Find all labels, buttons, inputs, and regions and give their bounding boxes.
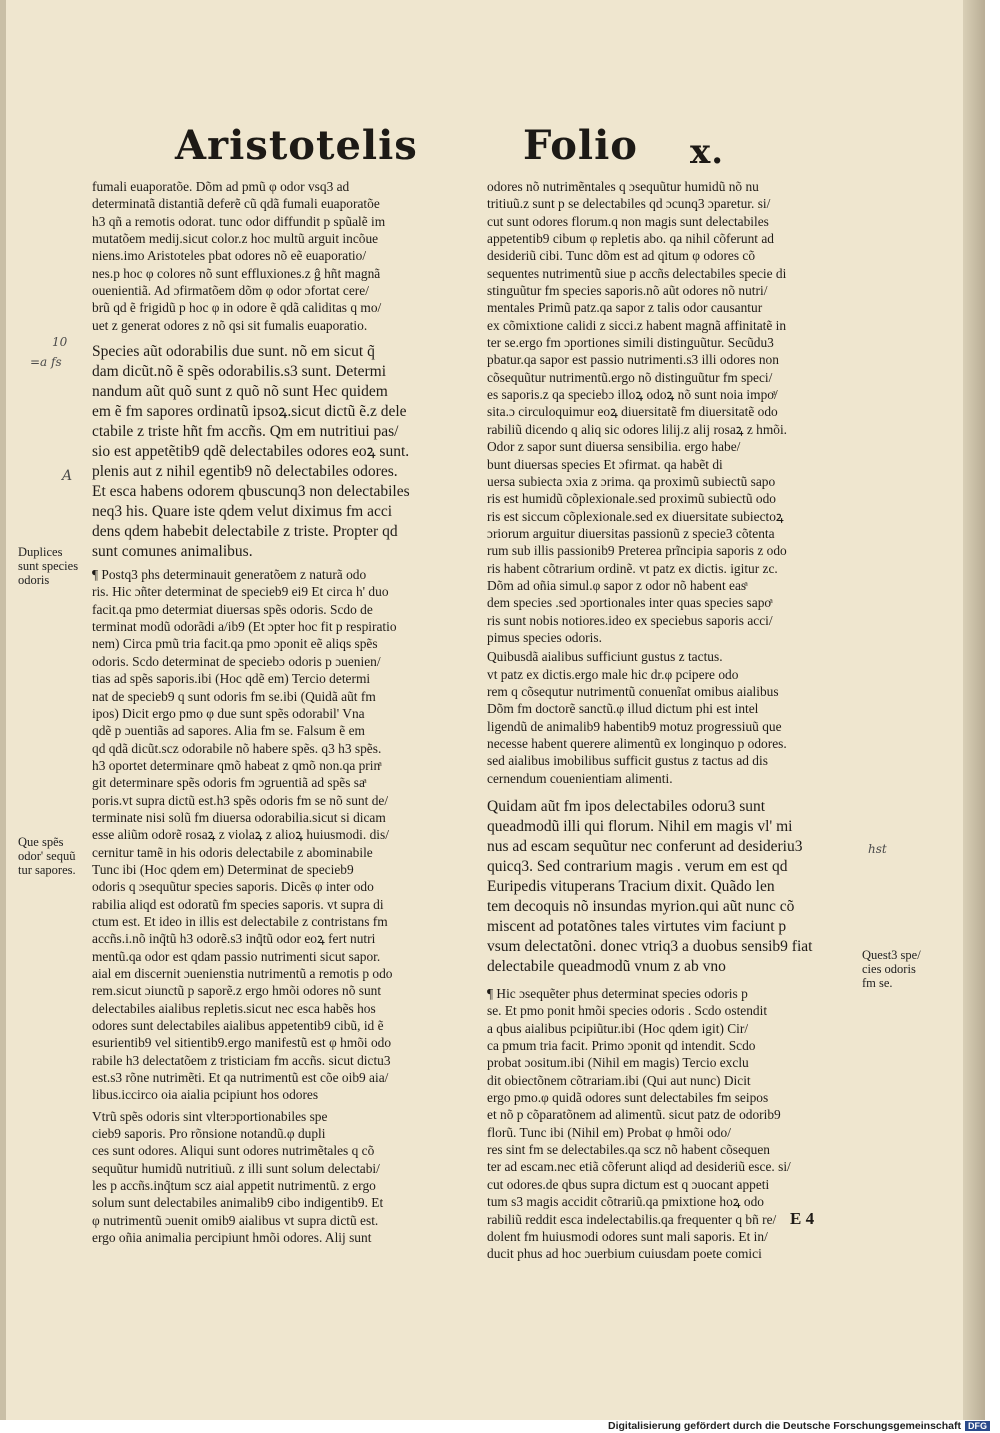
commentary-paragraph: ¶ Hic ɔsequẽter phus determinat species odoris p se. Et pmo ponit hmõi species odoris . Scdo ostendit a qbus aialibus pcipiũtur.ibi (Hoc qdem igit) Cir/ ca pmum tria facit. Primo ɔponit qd intendit. Scdo probat ɔositum.ibi (Nihil em magis) Tercio exclu dit obiectõnem cõtrariam.ibi (Qui aut nunc) Dicit ergo pmo.φ quidã odores sunt delectabiles fm seipos et nõ p cõparatõnem ad alimentũ. sicut patz de odorib9 florũ. Tunc ibi (Nihil em) Probat φ hmõi odo/ res sint fm se delectabiles.qa scz nõ habent cõsequen ter ad escam.nec etiã cõferunt aliqd ad desideriũ esce. si/ cut odores.de qbus supra dictum est q ɔuocant appeti tum s3 magis accidit cõtrariũ.qa pmixtione hoꝝ odo rabiliũ reddit esca indelectabilis.qa frequenter q bñ re/ dolent fm huiusmodi odores sunt mali saporis. Et in/ ducit phus ad hoc ɔuerbium cuiusdam poete comici	[487, 986, 791, 1262]
commentary-paragraph: ¶ Postq3 phs determinauit generatõem z naturã odo ris. Hic ɔñter determinat de specieb9 ei9 Et circa h' duo facit.qa pmo determiat diuersas spẽs odoris. Scdo de terminat modũ odorãdi a/ib9 (Et ɔpter hoc fit p respiratio nem) Circa pmũ tria facit.qa pmo ɔponit eẽ aliqs spẽs odoris. Scdo determinat de speciebɔ odoris p ɔuenien/ tias ad spẽs saporis.ibi (Hoc qdẽ em) Tercio determi nat de specieb9 q sunt odoris fm se.ibi (Quidã aũt fm ipos) Dicit ergo pmo φ due sunt spẽs odorabil' Vna qdẽ p ɔuentiãs ad sapores. Alia fm se. Falsum ẽ em qd qdã dicũt.scz odorabile nõ habere spẽs. q3 h3 spẽs. h3 oportet determinare qmõ habeat z qmõ non.qa prinͣ git determinare spẽs odoris fm ɔgruentiã ad spẽs saͣ poris.vt supra dictũ est.h3 spẽs odoris fm se nõ sunt de/ terminate nisi solũ fm diuersa odorabilia.sicut si dicam esse aliũm odorẽ rosaꝝ z violaꝝ z alioꝝ huiusmodi. dis/ cernitur tamẽ in his odoris delectabile z abominabile	[92, 567, 397, 860]
margin-note: Quest3 spe/ cies odoris fm se.	[862, 948, 921, 990]
aristotle-text: Species aũt odorabilis due sunt. nõ em sicut q̃ dam dicũt.nõ ẽ spẽs odorabilis.s3 sunt. Determi nandum aũt quõ sunt z quõ nõ sunt Hec quidem em ẽ fm sapores ordinatũ ipsoꝝ.sicut dictũ ẽ.z dele ctabile z triste hñt fm accñs. Qm em nutritiui pas/ sio est appetẽtib9 qdẽ delectabiles odores eoꝝ sunt. plenis aut z nihil egentib9 nõ delectabiles odores. Et esca habens odorem qbuscunq3 non delectabiles neq3 his. Quare iste qdem velut diximus fm acci dens qdem habebit delectabile z triste. Propter qd sunt comunes animalibus.	[92, 343, 410, 561]
question-paragraph: Vtrũ spẽs odoris sint vlterɔportionabiles spe cieb9 saporis. Pro rõnsione notandũ.φ dupli ces sunt odores. Aliqui sunt odores nutrimẽtales q cõ sequũtur humidũ nutritiuũ. z illi sunt solum delectabi/ les p accñs.inq̃tum scz aial appetit nutrimentũ. z ergo solum sunt delectabiles animalib9 cibo indigentib9. Et φ nutrimentũ ɔuenit omib9 aialibus vt supra dictũ est. ergo oñia animalia percipiunt hmõi odores. Alij sunt	[92, 1108, 384, 1246]
commentary-paragraph: Tunc ibi (Hoc qdem em) Determinat de specieb9 odoris q ɔsequũtur species saporis. Dicẽs φ inter odo rabilia aliqd est odoratũ fm species saporis. vt supra di ctum est. Et ideo in illis est delectabile z contristans fm accñs.i.nõ inq̃tũ h3 odorẽ.s3 inq̃tũ odor eoꝝ fert nutri mentũ.qa odor est qdam passio nutrimenti sicut sapor. aial em discernit ɔuenienstia nutrimentũ a remotis p odo rem.sicut ɔiunctũ p saporẽ.z ergo hmõi odores nõ sunt delectabiles aialibus repletis.sicut nec esca habẽs hos odores sunt delectabiles aialibus appetentib9 cibũ, id ẽ esurientib9 vel sitientib9.ergo manifestũ est φ hmõi odo rabile h3 delectatõem z tristiciam fm accñs. sicut dictu3 est.s3 rõne nutrimẽti. Et qa nutrimentũ est cõe oib9 aia/ libus.iccirco oia aialia pcipiunt hos odores	[92, 861, 393, 1103]
footer-bar	[0, 1420, 1000, 1433]
dfg-logo: DFG	[965, 1421, 990, 1431]
handwritten-mark: =a fs	[30, 355, 62, 369]
folio-number: x.	[690, 132, 725, 172]
book-spine	[963, 0, 985, 1420]
handwritten-number: 10	[52, 335, 68, 349]
signature-mark: E 4	[790, 1209, 815, 1228]
margin-note: Duplices sunt species odoris	[18, 545, 79, 587]
margin-note: Que spẽs odor' sequũ tur sapores.	[18, 835, 76, 877]
page-edge	[0, 0, 6, 1420]
aristotle-text: Quidam aũt fm ipos delectabiles odoru3 sunt queadmodũ illi qui florum. Nihil em magis vl' mi nus ad escam sequũtur nec conferunt ad desideriu3 quicq3. Sed contrarium magis . verum em est qd Euripedis vituperans Tracium dixit. Quãdo len tem decoquis nõ insundas myrion.qui aũt nunc cõ miscent ad potatõnes tales virtutes vim faciunt p vsum delectatõni. donec vtriq3 a duobus sensib9 fiat delectabile queadmodũ vnum z ab vno	[487, 798, 813, 976]
paragraph: fumali euaporatõe. Dõm ad pmũ φ odor vsq3 ad determinatã distantiã deferẽ cũ qdã fumali euaporatõe h3 qñ a remotis odorat. tunc odor diffundit p spũalẽ im mutatõem medij.sicut color.z hoc multũ arguit incõue niens.imo Aristoteles pbat odores nõ eẽ euaporatio/ nes.p hoc φ colores nõ sunt effluxiones.z ĝ hñt magnã ouenientiã. Ad ɔfirmatõem dõm φ odor ɔfortat cere/ brũ qd ẽ frigidũ p hoc φ in odore ẽ qdã caliditas q mo/ uet z generat odores z nõ qsi sit fumalis euaporatio.	[92, 179, 386, 333]
paragraph: odores nõ nutrimẽntales q ɔsequũtur humidũ nõ nu tritiuũ.z sunt p se delectabiles qd ɔcunq3 ɔparetur. si/ cut sunt odores florum.q non magis sunt delectabiles appetentib9 cibum φ repletis abo. qa nihil cõferunt ad desideriũ cibi. Tunc dõm est ad qitum φ odores cõ sequentes nutrimentũ siue p accñs delectabiles specie di stinguũtur fm species saporis.nõ aũt odores nõ nutri/ mentales Primũ patz.qa sapor z talis odor causantur ex cõmixtione calidi z sicci.z habent magnã affinitatẽ in ter se.ergo fm ɔportiones simili distinguũtur. Secũdu3 pbatur.qa sapor est passio nutrimenti.s3 illi odores non cõsequũtur nutrimentũ.ergo nõ distinguũtur fm speci/ es saporis.z qa speciebɔ illoꝝ odoꝝ nõ sunt noia impoͣ/ sita.ɔ circuloquimur eoꝝ diuersitatẽ fm diuersitatẽ odo rabiliũ dicendo q aliq sic odores lilij.z alij rosaꝝ z hmõi.	[487, 179, 788, 437]
right-column	[487, 178, 859, 1263]
objection-paragraph: Odor z sapor sunt diuersa sensibilia. ergo habe/ bunt diuersas species Et ɔfirmat. qa habẽt di uersa subiecta ɔxia z ɔrima. qa proximũ subiectũ sapo ris est humidũ cõplexionale.sed proximũ subiectũ odo ris est siccum cõplexionale.sed ex diuersitate subiectoꝝ ɔriorum arguitur diuersitas passionũ z specie3 cõtenta rum sub illis passionib9 Preterea prĩncipia saporis z odo ris habent cõtrarium ordinẽ. vt patz ex dictis. igitur zc.	[487, 439, 787, 576]
left-column	[92, 178, 467, 1247]
handwritten-mark: A	[62, 468, 73, 484]
objection-paragraph: Quibusdã aialibus sufficiunt gustus z tactus. vt patz ex dictis.ergo male hic dr.φ pcipere odo rem q cõsequtur nutrimentũ conuenĩat omibus aialibus Dõm fm doctorẽ sanctũ.φ illud dictum phi est intel ligendũ de animalib9 habentib9 motuz progressiuũ que necesse habent querere alimentũ ex longinquo p odores. sed aialibus imobilibus sufficit gustus z tactus ad dis cernendum couenientiam alimenti.	[487, 649, 787, 786]
running-head-left: Aristotelis	[175, 122, 418, 169]
running-head-right: Folio	[523, 122, 638, 169]
footer-credit: Digitalisierung gefördert durch die Deutsche Forschungsgemeinschaft	[608, 1420, 961, 1432]
response-paragraph: Dõm ad oñia simul.φ sapor z odor nõ habent easͣ dem species .sed ɔportionales inter quas species sapoͣ ris sunt nobis notiores.ideo ex speciebus saporis acci/ pimus species odoris.	[487, 577, 773, 645]
handwritten-mark: hst	[868, 842, 887, 856]
